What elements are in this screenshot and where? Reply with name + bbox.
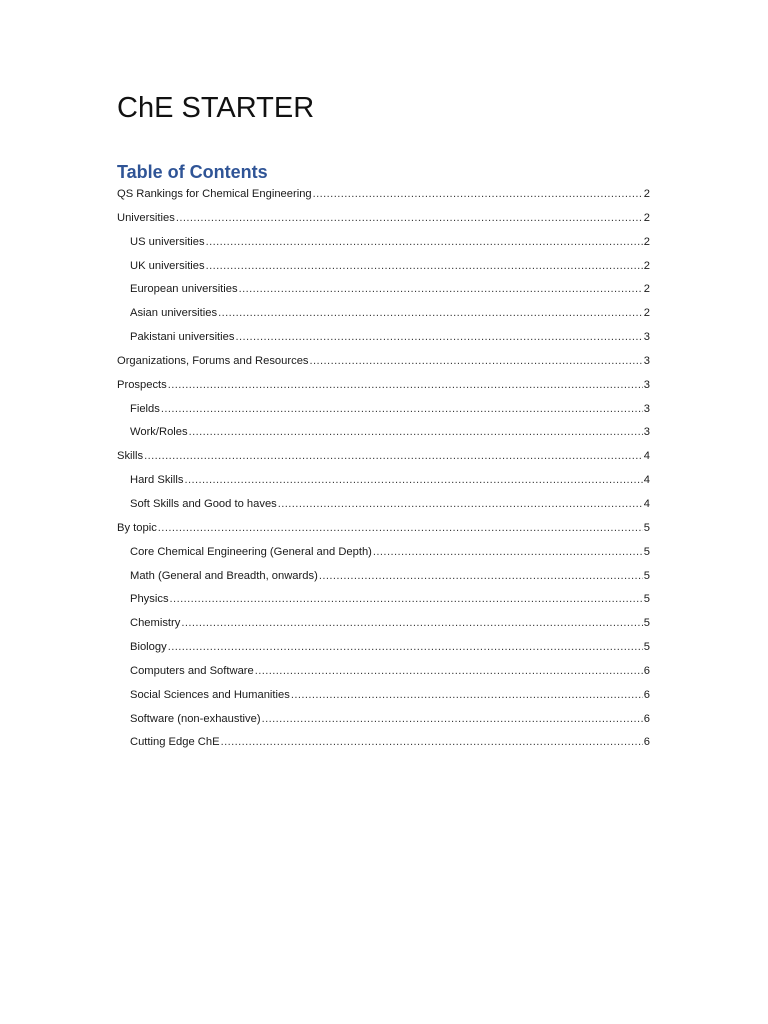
- toc-dot-leader: [310, 350, 643, 374]
- toc-entry[interactable]: [117, 517, 650, 541]
- table-of-contents: [117, 183, 650, 755]
- toc-entry-label: Skills: [117, 450, 144, 463]
- toc-entry-label: Chemistry: [130, 617, 181, 630]
- toc-entry[interactable]: [117, 636, 650, 660]
- toc-dot-leader: [278, 493, 643, 517]
- toc-entry[interactable]: [117, 660, 650, 684]
- toc-entry[interactable]: [117, 231, 650, 255]
- toc-entry-page-number: 3: [643, 402, 650, 415]
- toc-dot-leader: [235, 326, 642, 350]
- toc-entry-label: Work/Roles: [130, 426, 188, 439]
- toc-entry-page-number: 3: [643, 378, 650, 391]
- toc-entry-label: Computers and Software: [130, 664, 254, 677]
- toc-entry-label: Fields: [130, 402, 160, 415]
- toc-entry-page-number: 4: [643, 474, 650, 487]
- toc-entry-page-number: 5: [643, 545, 650, 558]
- toc-dot-leader: [184, 469, 642, 493]
- toc-entry-page-number: 4: [643, 497, 650, 510]
- toc-dot-leader: [144, 445, 643, 469]
- toc-entry-label: Physics: [130, 593, 169, 606]
- toc-entry[interactable]: [117, 326, 650, 350]
- toc-entry-page-number: 2: [643, 211, 650, 224]
- toc-entry-label: Biology: [130, 641, 167, 654]
- toc-entry[interactable]: [117, 374, 650, 398]
- toc-entry[interactable]: [117, 684, 650, 708]
- toc-entry-label: Software (non-exhaustive): [130, 712, 261, 725]
- toc-entry[interactable]: [117, 469, 650, 493]
- toc-entry-page-number: 3: [643, 331, 650, 344]
- toc-dot-leader: [206, 231, 643, 255]
- toc-entry-label: Core Chemical Engineering (General and Depth): [130, 545, 372, 558]
- toc-entry[interactable]: [117, 183, 650, 207]
- toc-entry-label: UK universities: [130, 259, 205, 272]
- toc-entry-label: Social Sciences and Humanities: [130, 688, 290, 701]
- toc-entry-page-number: 6: [643, 664, 650, 677]
- toc-entry-page-number: 3: [643, 354, 650, 367]
- toc-dot-leader: [262, 708, 643, 732]
- toc-entry-page-number: 2: [643, 283, 650, 296]
- toc-entry-label: QS Rankings for Chemical Engineering: [117, 188, 312, 200]
- toc-entry[interactable]: [117, 612, 650, 636]
- toc-entry[interactable]: [117, 302, 650, 326]
- toc-entry-label: Asian universities: [130, 307, 218, 320]
- document-title: ChE STARTER: [117, 92, 315, 124]
- toc-entry-page-number: 5: [643, 641, 650, 654]
- toc-entry-label: Universities: [117, 211, 175, 224]
- toc-entry-page-number: 5: [643, 617, 650, 630]
- toc-entry-page-number: 6: [643, 712, 650, 725]
- toc-entry-page-number: 5: [643, 521, 650, 534]
- toc-entry-page-number: 5: [643, 593, 650, 606]
- toc-entry[interactable]: [117, 207, 650, 231]
- toc-dot-leader: [170, 588, 643, 612]
- toc-entry-label: Soft Skills and Good to haves: [130, 497, 277, 510]
- toc-entry[interactable]: [117, 493, 650, 517]
- toc-entry-label: Math (General and Breadth, onwards): [130, 569, 318, 582]
- toc-entry[interactable]: [117, 398, 650, 422]
- toc-dot-leader: [206, 255, 643, 279]
- toc-entry-page-number: 3: [643, 426, 650, 439]
- toc-dot-leader: [189, 421, 643, 445]
- toc-entry-page-number: 2: [643, 307, 650, 320]
- toc-entry-label: Organizations, Forums and Resources: [117, 354, 309, 367]
- toc-dot-leader: [313, 183, 643, 207]
- toc-entry-page-number: 6: [643, 736, 650, 749]
- toc-entry-page-number: 2: [643, 235, 650, 248]
- toc-heading: Table of Contents: [117, 162, 268, 182]
- toc-dot-leader: [291, 684, 643, 708]
- toc-entry-label: Pakistani universities: [130, 331, 235, 344]
- toc-entry[interactable]: [117, 421, 650, 445]
- toc-entry-page-number: 4: [643, 450, 650, 463]
- toc-dot-leader: [319, 565, 643, 589]
- toc-entry-page-number: 2: [643, 188, 650, 200]
- toc-entry-page-number: 2: [643, 259, 650, 272]
- toc-entry[interactable]: [117, 445, 650, 469]
- toc-entry[interactable]: [117, 708, 650, 732]
- toc-entry[interactable]: [117, 255, 650, 279]
- toc-dot-leader: [158, 517, 643, 541]
- toc-entry[interactable]: [117, 588, 650, 612]
- toc-entry[interactable]: [117, 541, 650, 565]
- toc-dot-leader: [239, 278, 643, 302]
- toc-dot-leader: [255, 660, 643, 684]
- toc-dot-leader: [168, 636, 643, 660]
- toc-entry[interactable]: [117, 278, 650, 302]
- toc-dot-leader: [176, 207, 643, 231]
- toc-dot-leader: [161, 398, 643, 422]
- toc-entry[interactable]: [117, 350, 650, 374]
- toc-entry[interactable]: [117, 731, 650, 755]
- toc-dot-leader: [218, 302, 643, 326]
- toc-dot-leader: [181, 612, 642, 636]
- toc-dot-leader: [168, 374, 643, 398]
- toc-dot-leader: [373, 541, 643, 565]
- toc-entry-label: By topic: [117, 521, 157, 534]
- toc-entry-page-number: 6: [643, 688, 650, 701]
- toc-entry-label: Hard Skills: [130, 474, 184, 487]
- toc-entry[interactable]: [117, 565, 650, 589]
- toc-entry-label: Prospects: [117, 378, 167, 391]
- toc-dot-leader: [221, 731, 643, 755]
- toc-entry-label: US universities: [130, 235, 205, 248]
- toc-entry-label: European universities: [130, 283, 238, 296]
- toc-entry-label: Cutting Edge ChE: [130, 736, 220, 749]
- toc-entry-page-number: 5: [643, 569, 650, 582]
